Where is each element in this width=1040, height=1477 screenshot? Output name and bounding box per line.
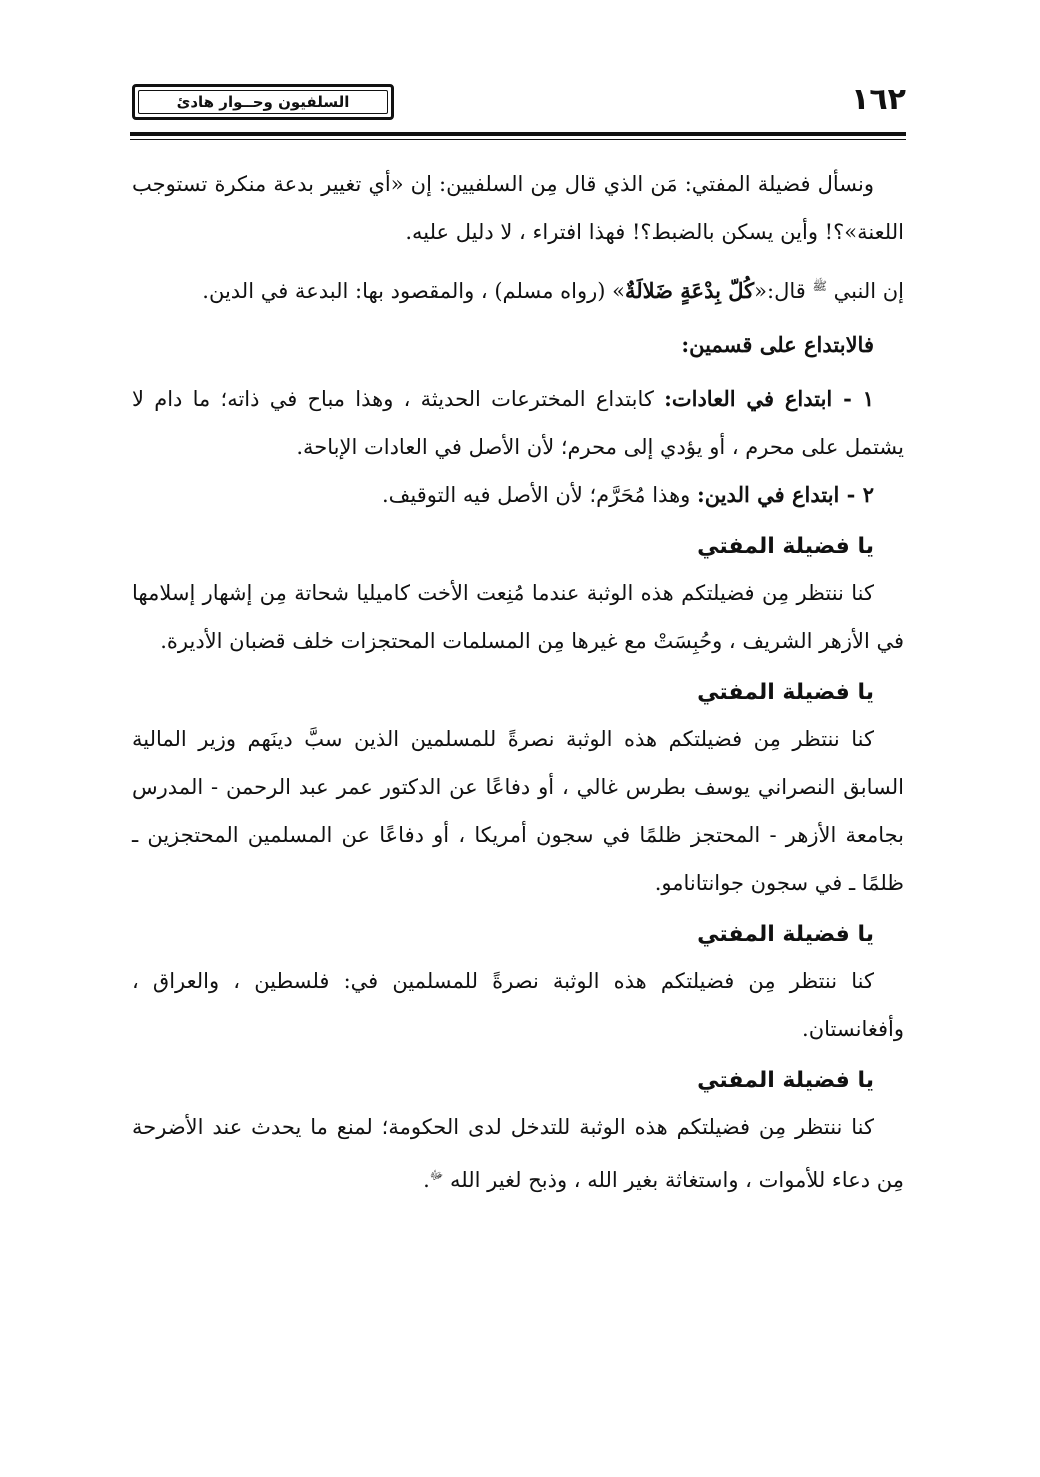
- hadith-said: قال:«: [754, 279, 813, 303]
- page-number: ١٦٢: [851, 82, 906, 117]
- hadith-quote: كُلّ بِدْعَةٍ ضَلالَةٌ: [624, 278, 755, 303]
- page-body: [132, 160, 904, 1204]
- hadith-intro: إن النبي: [826, 279, 904, 303]
- paragraph-shrines: [132, 1103, 904, 1204]
- shrines-text: كنا ننتظر مِن فضيلتكم هذه الوثبة للتدخل لدى الحكومة؛ لمنع ما يحدث عند الأضرحة مِن دعاء للأموات ، واستغاثة بغير الله ، وذبح لغير الله: [132, 1115, 904, 1192]
- paragraph-type-two: [132, 471, 904, 519]
- header-rule-thin: [130, 139, 906, 140]
- honorific-glyph: ﷺ: [812, 279, 827, 293]
- paragraph-camelia: كنا ننتظر مِن فضيلتكم هذه الوثبة عندما مُنِعت الأخت كاميليا شحاتة مِن إشهار إسلامها في الأزهر الشريف ، وحُبِسَتْ مع غيرها مِن المسلمات المحتجزات خلف قضبان الأديرة.: [132, 581, 904, 653]
- paragraph-type-one: [132, 375, 904, 471]
- shrines-end: .: [423, 1168, 430, 1192]
- paragraph-question: ونسأل فضيلة المفتي: مَن الذي قال مِن السلفيين: إن «أي تغيير بدعة منكرة تستوجب اللعنة»؟! وأين يسكن بالضبط؟! فهذا افتراء ، لا دليل عليه.: [132, 172, 904, 244]
- header-rule-thick: [130, 132, 906, 136]
- page-header: [130, 76, 906, 148]
- section-heading-2: يا فضيلة المفتي: [697, 680, 874, 705]
- running-title: السلفيون وحــوار هادئ: [176, 93, 350, 111]
- paragraph-defense: كنا ننتظر مِن فضيلتكم هذه الوثبة نصرةً للمسلمين الذين سبَّ دينَهم وزير المالية السابق النصراني يوسف بطرس غالي ، أو دفاعًا عن الدكتور عمر عبد الرحمن - المدرس بجامعة الأزهر - المحتجز ظلمًا في سجون أمريكا ، أو دفاعًا عن المسلمين المحتجزين ـ ظلمًا ـ في سجون جوانتانامو.: [132, 727, 904, 895]
- paragraph-hadith: [132, 262, 904, 315]
- section-heading-4: يا فضيلة المفتي: [697, 1068, 874, 1093]
- paragraph-two-types: فالابتداع على قسمين:: [681, 332, 874, 357]
- paragraph-palestine: كنا ننتظر مِن فضيلتكم هذه الوثبة نصرةً للمسلمين في: فلسطين ، والعراق ، وأفغانستان.: [132, 969, 904, 1041]
- section-heading-1: يا فضيلة المفتي: [697, 534, 874, 559]
- type-one-label: ١ - ابتداع في العادات:: [664, 386, 874, 411]
- type-one-text: كابتداع المخترعات الحديثة ، وهذا مباح في ذاته؛ ما دام لا يشتمل على محرم ، أو يؤدي إلى محرم؛ لأن الأصل في العادات الإباحة.: [132, 387, 904, 459]
- type-two-text: وهذا مُحَرَّم؛ لأن الأصل فيه التوقيف.: [381, 483, 697, 507]
- hadith-tail: » (رواه مسلم) ، والمقصود بها: البدعة في الدين.: [202, 279, 625, 303]
- honorific-glyph-2: ﷻ: [429, 1168, 444, 1182]
- running-title-frame: [132, 84, 394, 120]
- type-two-label: ٢ - ابتداع في الدين:: [696, 482, 874, 507]
- section-heading-3: يا فضيلة المفتي: [697, 922, 874, 947]
